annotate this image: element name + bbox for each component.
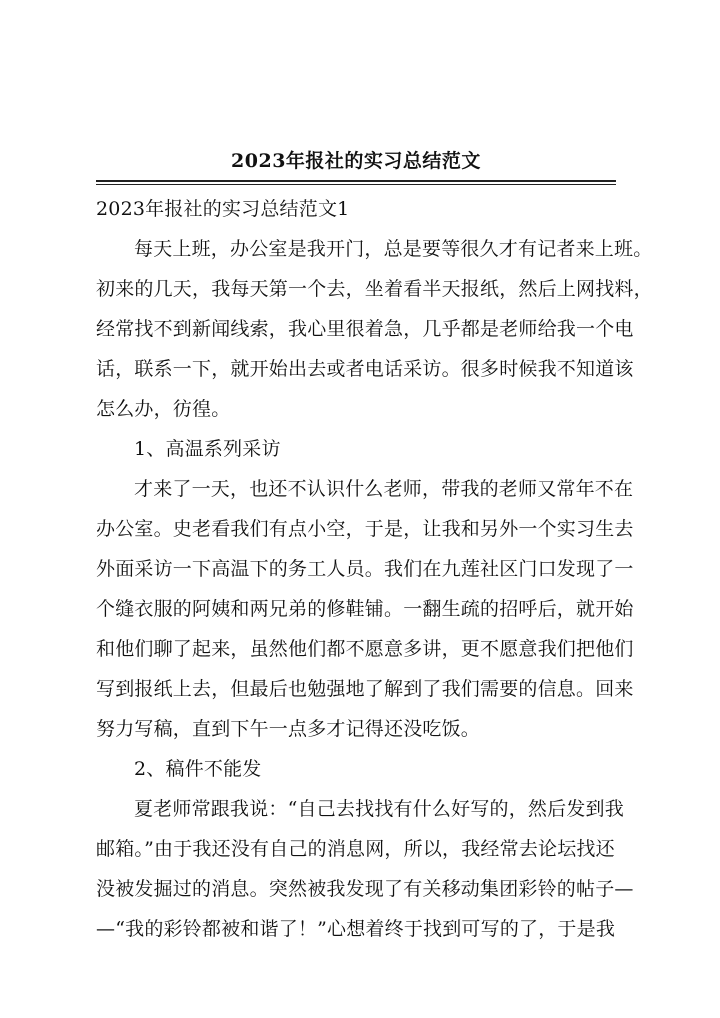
text-line: 外面采访一下高温下的务工人员。我们在九莲社区门口发现了一 [96, 558, 634, 580]
text-line: 1、高温系列采访 [134, 438, 281, 460]
text-line: 邮箱。”由于我还没有自己的消息网，所以，我经常去论坛找还 [96, 838, 615, 860]
text-line: —“我的彩铃都被和谐了！”心想着终于找到可写的了，于是我 [96, 918, 616, 940]
text-line: 话，联系一下，就开始出去或者电话采访。很多时候我不知道该 [96, 358, 634, 380]
text-line: 经常找不到新闻线索，我心里很着急，几乎都是老师给我一个电 [96, 318, 634, 340]
text-line: 2、稿件不能发 [134, 758, 262, 780]
document-body [96, 189, 651, 949]
title-divider [96, 180, 616, 185]
text-line: 才来了一天，也还不认识什么老师，带我的老师又常年不在 [134, 478, 634, 500]
text-line: 怎么办，彷徨。 [96, 398, 231, 420]
document-title: 2023年报社的实习总结范文 [231, 150, 481, 172]
text-line: 个缝衣服的阿姨和两兄弟的修鞋铺。一翻生疏的招呼后，就开始 [96, 598, 634, 620]
text-line: 2023年报社的实习总结范文1 [96, 198, 350, 220]
text-line: 努力写稿，直到下午一点多才记得还没吃饭。 [96, 718, 481, 740]
text-line: 每天上班，办公室是我开门，总是要等很久才有记者来上班。 [134, 238, 653, 260]
text-line: 写到报纸上去，但最后也勉强地了解到了我们需要的信息。回来 [96, 678, 634, 700]
text-line: 办公室。史老看我们有点小空，于是，让我和另外一个实习生去 [96, 518, 634, 540]
text-line: 和他们聊了起来，虽然他们都不愿意多讲，更不愿意我们把他们 [96, 638, 634, 660]
text-line: 初来的几天，我每天第一个去，坐着看半天报纸，然后上网找料， [96, 278, 653, 300]
text-line: 没被发掘过的消息。突然被我发现了有关移动集团彩铃的帖子— [96, 878, 634, 900]
text-line: 夏老师常跟我说：“自己去找找有什么好写的，然后发到我 [134, 798, 624, 820]
